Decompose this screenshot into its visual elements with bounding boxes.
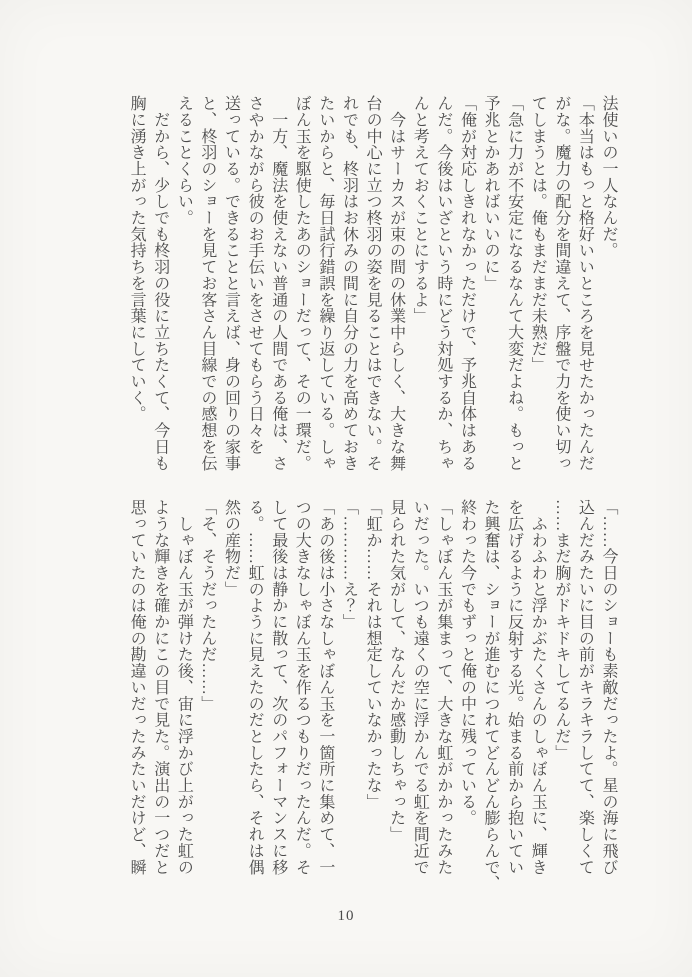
text-line: 予兆とかあればいいのに」 — [482, 95, 500, 292]
text-line: たいからと、毎日試行錯誤を繰り返している。しゃ — [316, 95, 334, 472]
text-line: 送っている。できることと言えば、身の回りの家事 — [222, 95, 240, 472]
text-line: と、柊羽のショーを見てお客さん目線での感想を伝 — [198, 95, 216, 472]
text-line: 「俺が対応しきれなかっただけで、予兆自体はある — [458, 95, 476, 472]
text-line: んと考えておくことにするよ」 — [411, 95, 429, 324]
page-number: 10 — [337, 908, 355, 924]
text-line: ふわふわと浮かぶたくさんのしゃぼん玉に、輝き — [529, 499, 547, 876]
text-line: ……まだ胸がドキドキしてるんだ」 — [552, 499, 570, 761]
text-line: 思っていたのは俺の勘違いだったみたいだけど、瞬 — [128, 499, 146, 876]
text-line: 「しゃぼん玉が集まって、大きな虹がかかったみた — [434, 499, 452, 876]
text-line: 「本当はもっと格好いいところを見せたかったんだ — [576, 95, 594, 472]
text-line: しゃぼん玉が弾けた後、宙に浮かび上がった虹の — [175, 499, 193, 876]
text-line: 「急に力が不安定になるなんて大変だよね。もっと — [505, 95, 523, 472]
text-line: を広げるように反射する光。始まる前から抱いてい — [505, 499, 523, 876]
text-line: 「あの後は小さなしゃぼん玉を一箇所に集めて、一 — [316, 499, 334, 876]
text-line: 法使いの一人なんだ。 — [600, 95, 617, 259]
text-line: てしまうとは。俺もまだまだ未熟だ」 — [529, 95, 547, 373]
text-line: 一方、魔法を使えない普通の人間である俺は、さ — [269, 95, 287, 472]
text-line: つの大きなしゃぼん玉を作るつもりだったんだ。そ — [293, 499, 311, 876]
text-line: んだ。今後はいざという時にどう対処するか、ちゃ — [434, 95, 452, 472]
text-line: がな。魔力の配分を間違えて、序盤で力を使い切っ — [552, 95, 570, 472]
text-line: 「そ、そうだったんだ……」 — [198, 499, 216, 712]
text-line: れでも、柊羽はお休みの間に自分の力を高めておき — [340, 95, 358, 472]
text-line: 「……今日のショーも素敵だったよ。星の海に飛び — [600, 499, 617, 876]
text-line: 胸に湧き上がった気持ちを言葉にしていく。 — [128, 95, 146, 422]
text-line: 終わった今でもずっと俺の中に残っている。 — [458, 499, 476, 826]
text-block-bottom — [125, 499, 620, 892]
text-line: 「…………え？」 — [340, 499, 358, 630]
text-line: 「虹か……それは想定していなかったな」 — [364, 499, 382, 810]
text-line: 台の中心に立つ柊羽の姿を見ることはできない。そ — [364, 95, 382, 472]
text-line: えることくらい。 — [175, 95, 193, 226]
text-line: た興奮は、ショーが進むにつれてどんどん膨らんで、 — [482, 499, 500, 892]
text-line: 込んだみたいに目の前がキラキラしてて、楽しくて — [576, 499, 594, 876]
text-line: さやかながら彼のお手伝いをさせてもらう日々を — [246, 95, 264, 455]
text-line: 然の産物だ」 — [222, 499, 240, 598]
text-line: いだった。いつも遠くの空に浮かんでる虹を間近で — [411, 499, 429, 876]
text-line: る。……虹のように見えたのだとしたら、それは偶 — [246, 499, 264, 876]
text-line: 今はサーカスが束の間の休業中らしく、大きな舞 — [387, 95, 405, 472]
text-line: ような輝きを確かにこの目で見た。演出の一つだと — [151, 499, 169, 876]
text-line: 見られた気がして、なんだか感動しちゃった」 — [387, 499, 405, 843]
text-line: だから、少しでも柊羽の役に立ちたくて、今日も — [151, 95, 169, 472]
text-block-top — [125, 95, 620, 473]
text-line: して最後は静かに散って、次のパフォーマンスに移 — [269, 499, 287, 876]
text-line: ぼん玉を駆使したあのショーだって、その一環だ。 — [293, 95, 311, 472]
